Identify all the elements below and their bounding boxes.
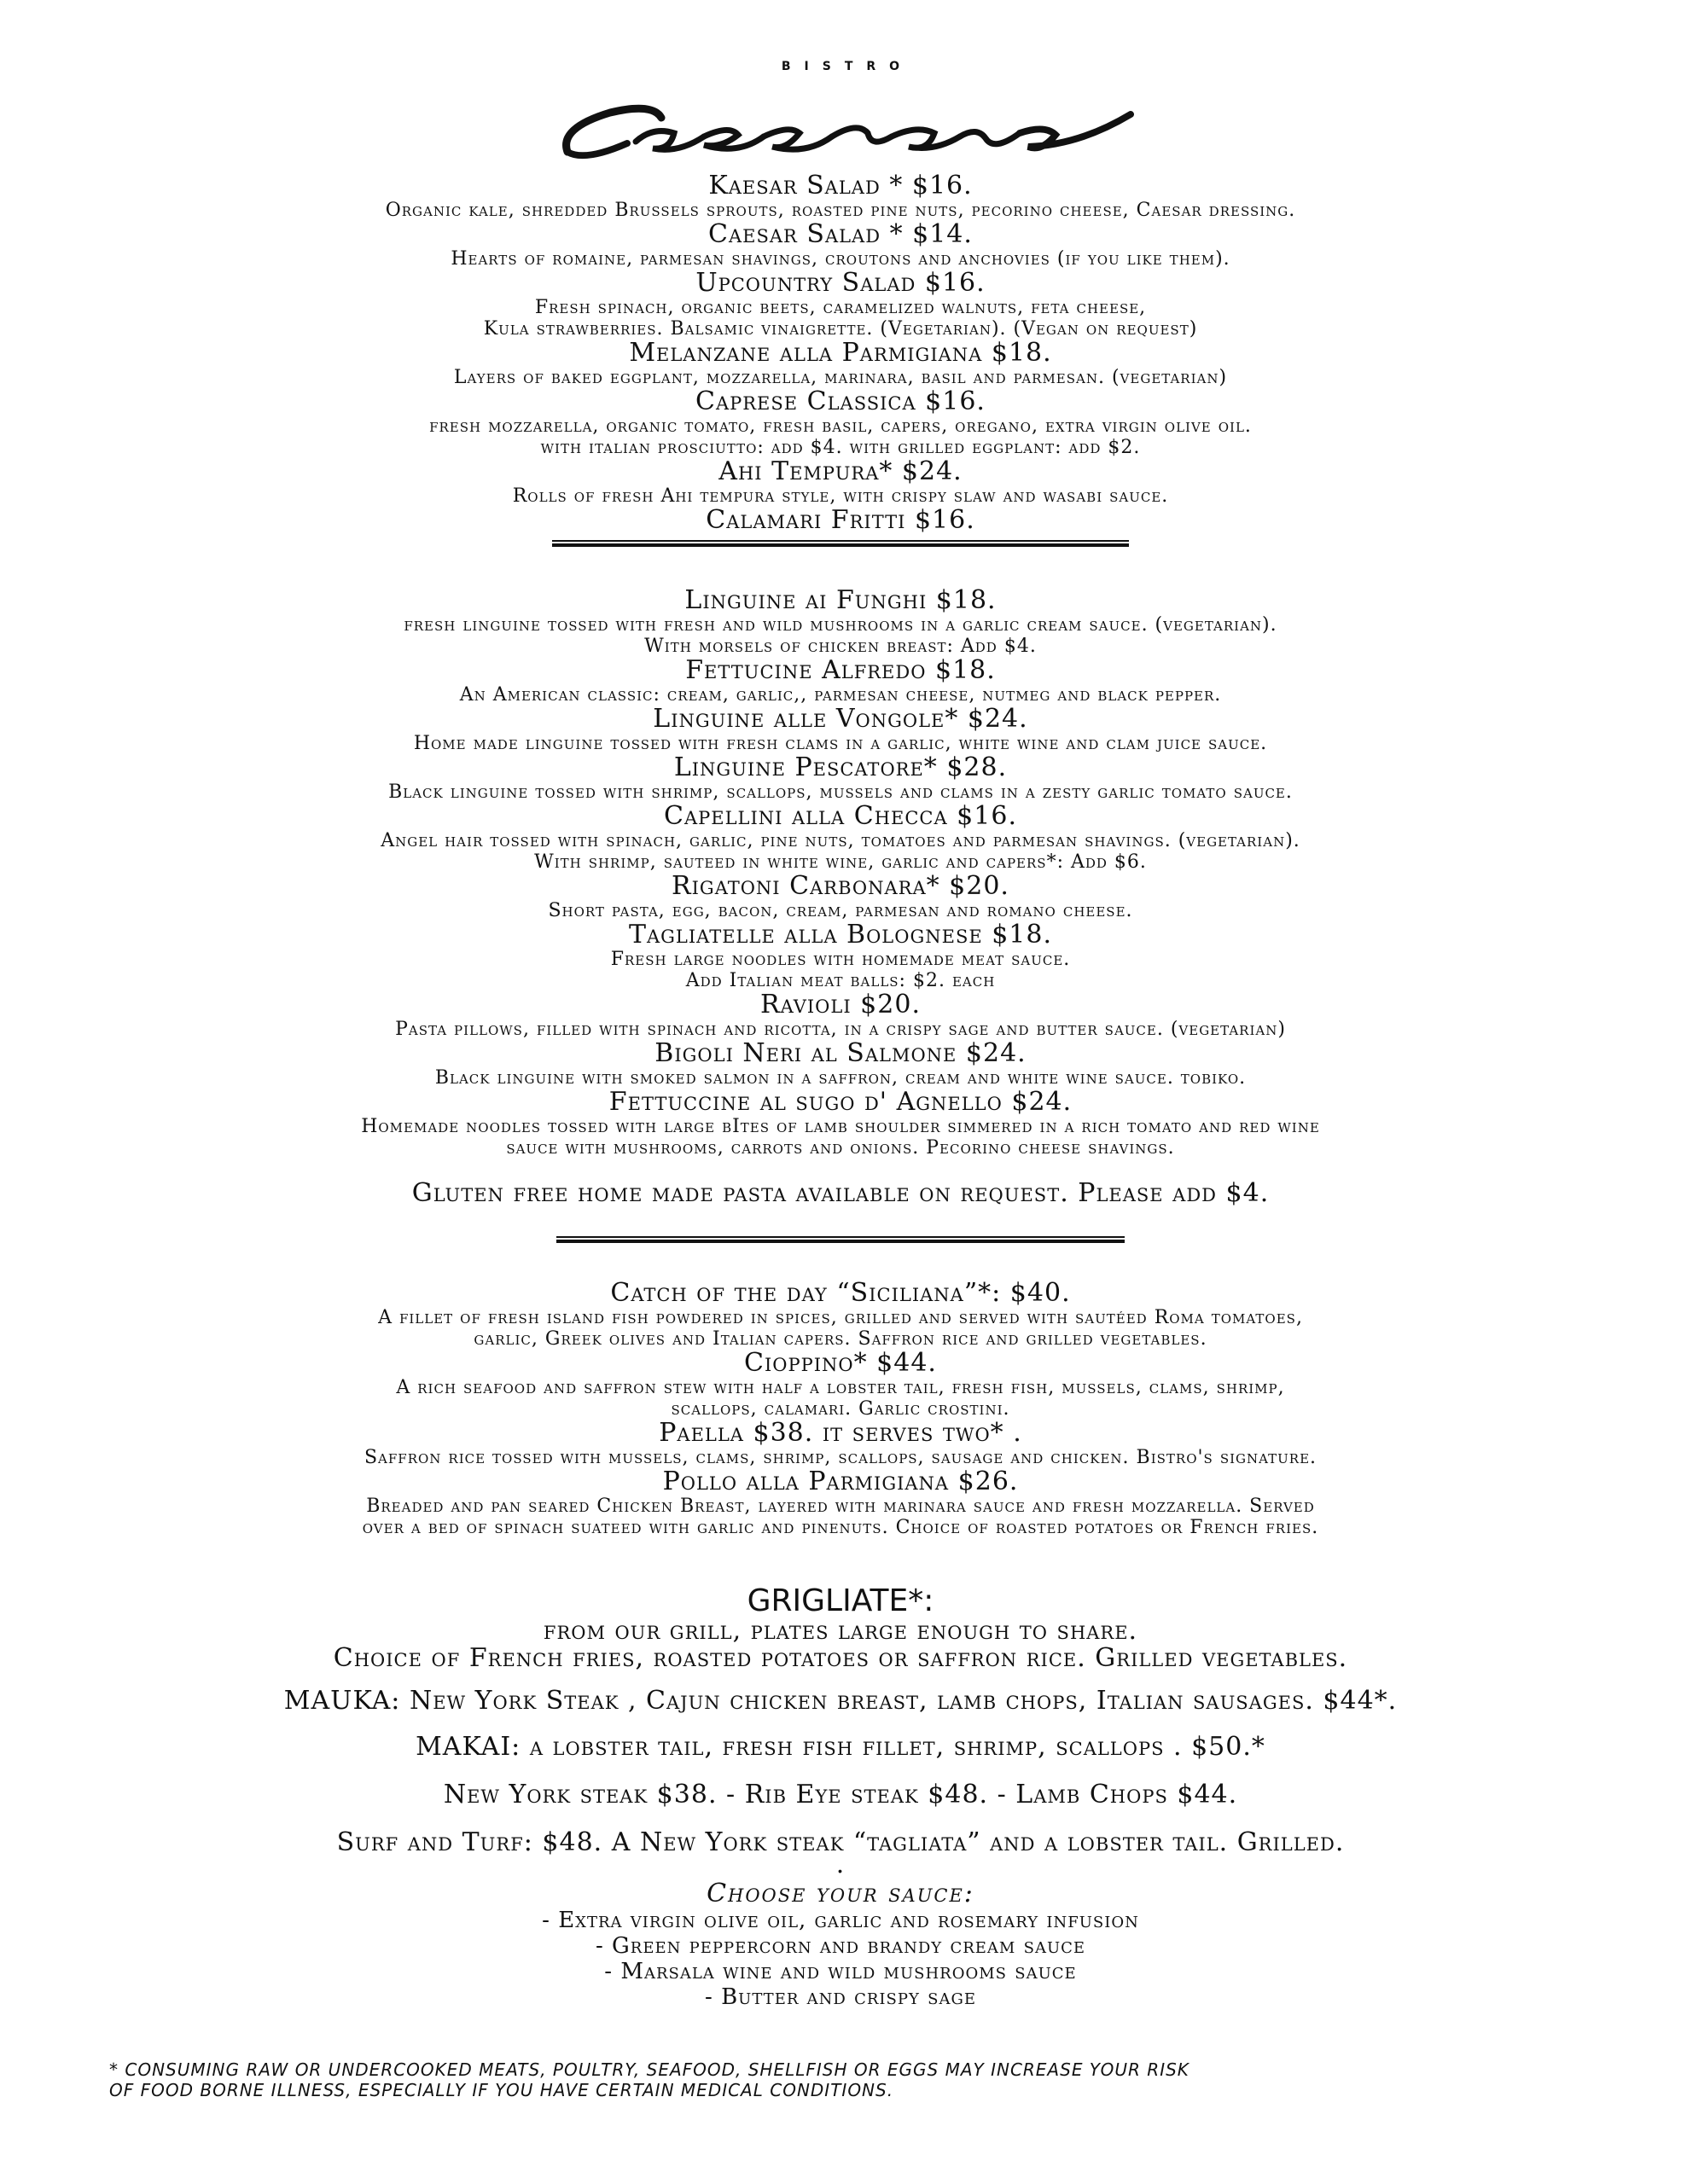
sauce-item: - Butter and crispy sage	[705, 1984, 976, 2010]
description-line: Black linguine tossed with shrimp, scallops, mussels and clams in a zesty garlic tomato sauce.	[388, 781, 1293, 803]
menu-item	[0, 1089, 1681, 1159]
description-line: Homemade noodles tossed with large bItes of lamb shoulder simmered in a rich tomato and red wine	[361, 1116, 1320, 1137]
menu-item	[0, 388, 1681, 458]
description-line: scallops, calamari. Garlic crostini.	[671, 1398, 1010, 1420]
grill-sides: Choice of French fries, roasted potatoes or saffron rice. Grilled vegetables.	[333, 1643, 1348, 1673]
menu-item-title: Cioppino* $44.	[744, 1348, 937, 1378]
divider-rule	[550, 538, 1131, 550]
menu-item	[0, 587, 1681, 657]
gluten-free-note: Gluten free home made pasta available on request. Please add $4.	[411, 1178, 1270, 1208]
menu-item-description	[0, 200, 1681, 221]
description-line: over a bed of spinach suateed with garlic and pinenuts. Choice of roasted potatoes or French fries.	[362, 1517, 1319, 1538]
menu-item-description	[0, 1067, 1681, 1089]
description-line: Short pasta, egg, bacon, cream, parmesan and romano cheese.	[548, 900, 1133, 921]
menu-item-description	[0, 733, 1681, 754]
description-line: Saffron rice tossed with mussels, clams, shrimp, scallops, sausage and chicken. Bistro's signature.	[364, 1447, 1317, 1468]
grill-steaks: New York steak $38. - Rib Eye steak $48. - Lamb Chops $44.	[443, 1780, 1238, 1809]
description-line: Fresh large noodles with homemade meat sauce.	[610, 949, 1071, 970]
menu-item-description	[0, 297, 1681, 340]
description-line: with italian prosciutto: add $4. with grilled eggplant: add $2.	[540, 437, 1141, 458]
menu-item-description	[0, 415, 1681, 458]
description-line: With shrimp, sauteed in white wine, garlic and capers*: Add $6.	[534, 851, 1147, 873]
menu-item	[0, 172, 1681, 221]
menu-item-title: Linguine alle Vongole* $24.	[653, 704, 1028, 734]
menu-item-description	[0, 684, 1681, 706]
menu-item	[0, 507, 1681, 534]
grill-dot: .	[835, 1850, 846, 1879]
menu-item-description	[0, 1496, 1681, 1538]
menu-item	[0, 1040, 1681, 1089]
menu-item-title: Calamari Fritti $16.	[706, 505, 975, 535]
food-safety-disclaimer	[109, 2059, 1560, 2100]
grill-mauka: MAUKA: New York Steak , Cajun chicken breast, lamb chops, Italian sausages. $44*.	[283, 1686, 1398, 1716]
description-line: fresh mozzarella, organic tomato, fresh basil, capers, oregano, extra virgin olive oil.	[429, 415, 1252, 437]
disclaimer-line: * CONSUMING RAW OR UNDERCOOKED MEATS, POULTRY, SEAFOOD, SHELLFISH OR EGGS MAY INCREASE YOUR RISK	[109, 2059, 1189, 2080]
menu-item-description	[0, 367, 1681, 388]
menu-item-description	[0, 1447, 1681, 1468]
menu-item-description	[0, 1307, 1681, 1350]
description-line: Hearts of romaine, parmesan shavings, croutons and anchovies (if you like them).	[451, 248, 1230, 270]
description-line: A rich seafood and saffron stew with half a lobster tail, fresh fish, mussels, clams, shrimp,	[396, 1377, 1285, 1398]
menu-item-description	[0, 781, 1681, 803]
menu-item-description	[0, 949, 1681, 991]
grill-surf-and-turf: Surf and Turf: $48. A New York steak “tagliata” and a lobster tail. Grilled.	[336, 1827, 1345, 1857]
menu-item-description	[0, 1116, 1681, 1159]
description-line: Layers of baked eggplant, mozzarella, marinara, basil and parmesan. (vegetarian)	[453, 367, 1228, 388]
section-divider	[0, 537, 1681, 554]
description-line: garlic, Greek olives and Italian capers. Saffron rice and grilled vegetables.	[474, 1328, 1207, 1350]
description-line: Organic kale, shredded Brussels sprouts, roasted pine nuts, pecorino cheese, Caesar dressing.	[385, 200, 1296, 221]
menu-item	[0, 1280, 1681, 1350]
menu-item-title: Fettuccine al sugo d' Agnello $24.	[608, 1087, 1073, 1117]
menu-item-description	[0, 1377, 1681, 1420]
section-divider	[0, 1234, 1681, 1250]
menu-item-title: Upcountry Salad $16.	[695, 268, 986, 298]
description-line: Breaded and pan seared Chicken Breast, layered with marinara sauce and fresh mozzarella. Served	[366, 1496, 1315, 1517]
description-line: With morsels of chicken breast: Add $4.	[644, 636, 1037, 657]
menu-item-title: Ravioli $20.	[760, 990, 921, 1019]
sauce-heading: Choose your sauce:	[707, 1879, 974, 1908]
menu-item	[0, 991, 1681, 1040]
description-line: sauce with mushrooms, carrots and onions. Pecorino cheese shavings.	[506, 1137, 1175, 1159]
menu-item-title: Kaesar Salad * $16.	[708, 171, 973, 200]
menu-item-title: Fettucine Alfredo $18.	[685, 655, 996, 685]
grill-makai: MAKAI: a lobster tail, fresh fish fillet, shrimp, scallops . $50.*	[416, 1732, 1265, 1762]
menu-item	[0, 1420, 1681, 1468]
description-line: Kula strawberries. Balsamic vinaigrette. (Vegetarian). (Vegan on request)	[483, 318, 1198, 340]
menu-item	[0, 221, 1681, 270]
grill-heading: GRIGLIATE*:	[747, 1583, 934, 1618]
menu-item-title: Caprese Classica $16.	[695, 386, 986, 416]
menu-item-title: Bigoli Neri al Salmone $24.	[654, 1038, 1027, 1068]
mains-section	[0, 1280, 1681, 1538]
menu-item-title: Ahi Tempura* $24.	[718, 456, 963, 486]
pasta-section	[0, 587, 1681, 1159]
menu-item-description	[0, 1019, 1681, 1040]
menu-item-title: Melanzane alla Parmigiana $18.	[629, 338, 1052, 368]
menu-item-title: Paella $38. it serves two* .	[659, 1418, 1022, 1448]
menu-item-title: Catch of the day “Siciliana”*: $40.	[610, 1278, 1071, 1308]
menu-item	[0, 803, 1681, 873]
casanova-script-logo	[533, 77, 1148, 171]
description-line: Home made linguine tossed with fresh clams in a garlic, white wine and clam juice sauce.	[413, 733, 1268, 754]
grill-subline: from our grill, plates large enough to share.	[543, 1616, 1138, 1646]
sauce-item: - Extra virgin olive oil, garlic and rosemary infusion	[542, 1908, 1139, 1933]
description-line: Fresh spinach, organic beets, caramelized walnuts, feta cheese,	[534, 297, 1147, 318]
menu-item-title: Capellini alla Checca $16.	[664, 801, 1017, 831]
menu-item-title: Linguine Pescatore* $28.	[673, 752, 1008, 782]
menu-item	[0, 340, 1681, 388]
menu-item	[0, 270, 1681, 340]
menu-item	[0, 1350, 1681, 1420]
divider-rule	[555, 1234, 1126, 1246]
appetizers-section	[0, 172, 1681, 534]
menu-item	[0, 458, 1681, 507]
sauce-item: - Green peppercorn and brandy cream sauce	[595, 1933, 1086, 1959]
disclaimer-line: OF FOOD BORNE ILLNESS, ESPECIALLY IF YOU HAVE CERTAIN MEDICAL CONDITIONS.	[109, 2080, 894, 2100]
description-line: Pasta pillows, filled with spinach and ricotta, in a crispy sage and butter sauce. (vegetarian)	[395, 1019, 1286, 1040]
description-line: Add Italian meat balls: $2. each	[685, 970, 996, 991]
menu-item-title: Pollo alla Parmigiana $26.	[662, 1467, 1019, 1496]
sauce-section	[0, 1880, 1681, 2010]
bistro-logo	[0, 60, 1681, 171]
description-line: An American classic: cream, garlic,, parmesan cheese, nutmeg and black pepper.	[459, 684, 1222, 706]
menu-item-description	[0, 830, 1681, 873]
menu-item	[0, 754, 1681, 803]
sauce-item: - Marsala wine and wild mushrooms sauce	[604, 1959, 1077, 1984]
gluten-note-block	[0, 1180, 1681, 1207]
menu-item	[0, 921, 1681, 991]
menu-item-title: Linguine ai Funghi $18.	[684, 585, 997, 615]
menu-item-title: Tagliatelle alla Bolognese $18.	[628, 920, 1052, 950]
logo-bistro-label: BISTRO	[781, 60, 914, 73]
menu-item	[0, 657, 1681, 706]
menu-item	[0, 873, 1681, 921]
description-line: A fillet of fresh island fish powdered in spices, grilled and served with sautéed Roma tomatoes,	[378, 1307, 1303, 1328]
menu-item-title: Rigatoni Carbonara* $20.	[672, 871, 1009, 901]
menu-item	[0, 1468, 1681, 1538]
menu-item	[0, 706, 1681, 754]
menu-item-description	[0, 900, 1681, 921]
description-line: Black linguine with smoked salmon in a saffron, cream and white wine sauce. tobiko.	[434, 1067, 1247, 1089]
menu-item-description	[0, 248, 1681, 270]
description-line: fresh linguine tossed with fresh and wild mushrooms in a garlic cream sauce. (vegetarian).	[404, 614, 1277, 636]
menu-item-title: Caesar Salad * $14.	[708, 219, 973, 249]
menu-item-description	[0, 614, 1681, 657]
description-line: Angel hair tossed with spinach, garlic, pine nuts, tomatoes and parmesan shavings. (vegetarian).	[381, 830, 1300, 851]
menu-item-description	[0, 485, 1681, 507]
description-line: Rolls of fresh Ahi tempura style, with crispy slaw and wasabi sauce.	[512, 485, 1169, 507]
grill-section	[0, 1583, 1681, 1879]
